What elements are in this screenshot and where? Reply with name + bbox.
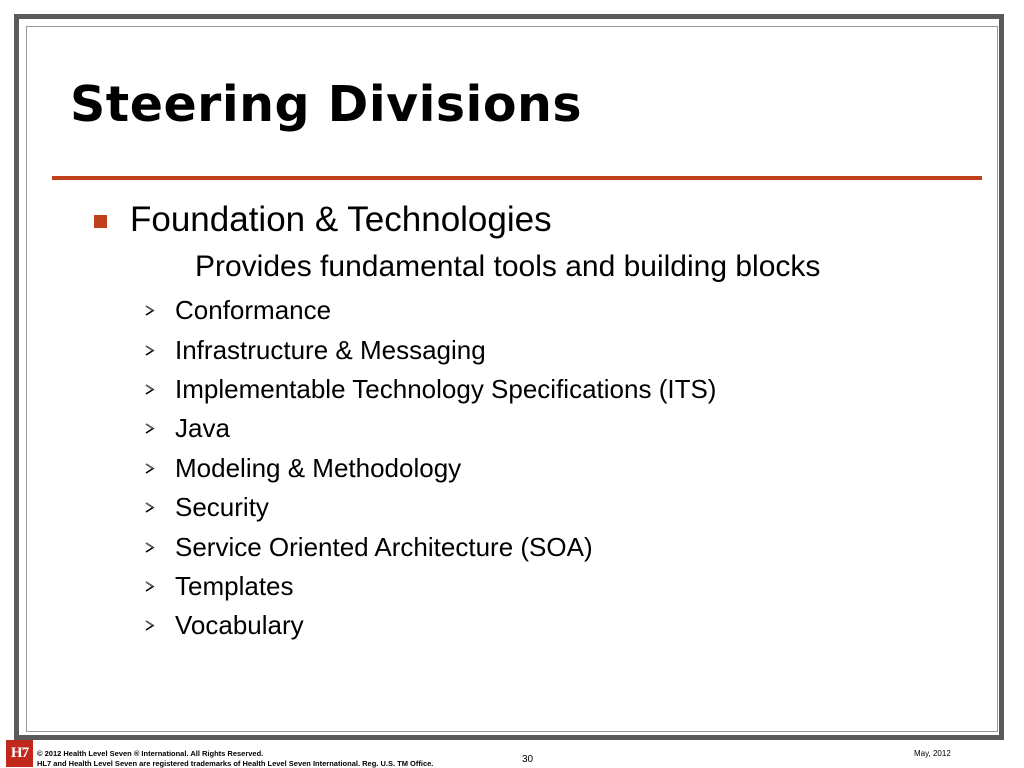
main-bullet-subtext: Provides fundamental tools and building blocks [195, 250, 821, 283]
footer-date: May, 2012 [914, 749, 951, 758]
list-item-text: Templates [175, 570, 294, 601]
arrow-bullet-icon [140, 384, 160, 395]
list-item-text: Implementable Technology Specifications (ITS) [175, 373, 717, 404]
arrow-bullet-icon [140, 345, 160, 356]
list-item [140, 291, 716, 330]
list-item-text: Vocabulary [175, 610, 304, 641]
copyright-line-1: © 2012 Health Level Seven ® International. All Rights Reserved. [37, 749, 264, 758]
footer [0, 740, 1024, 768]
hl7-logo: H7 [6, 740, 33, 767]
list-item [140, 606, 716, 645]
list-item [140, 488, 716, 527]
arrow-bullet-icon [140, 542, 160, 553]
arrow-bullet-icon [140, 423, 160, 434]
list-item-text: Service Oriented Architecture (SOA) [175, 531, 593, 562]
list-item [140, 567, 716, 606]
arrow-bullet-icon [140, 502, 160, 513]
list-item-text: Security [175, 492, 269, 523]
copyright-notice [37, 749, 433, 768]
main-bullet-text: Foundation & Technologies [130, 200, 552, 239]
slide-title: Steering Divisions [70, 76, 583, 133]
list-item-text: Conformance [175, 295, 332, 326]
list-item-text: Java [175, 413, 230, 444]
page-number: 30 [522, 754, 534, 765]
copyright-line-2: HL7 and Health Level Seven are registered trademarks of Health Level Seven International. Reg. U.S. TM Office. [37, 759, 434, 768]
arrow-bullet-icon [140, 305, 160, 316]
arrow-bullet-icon [140, 581, 160, 592]
main-bullet [94, 200, 552, 240]
square-bullet-icon [94, 215, 107, 228]
sub-bullet-list [140, 291, 716, 646]
list-item [140, 330, 716, 369]
list-item [140, 449, 716, 488]
list-item [140, 370, 716, 409]
list-item [140, 527, 716, 566]
arrow-bullet-icon [140, 620, 160, 631]
title-divider [52, 176, 982, 180]
arrow-bullet-icon [140, 463, 160, 474]
list-item-text: Modeling & Methodology [175, 452, 462, 483]
list-item [140, 409, 716, 448]
list-item-text: Infrastructure & Messaging [175, 334, 486, 365]
